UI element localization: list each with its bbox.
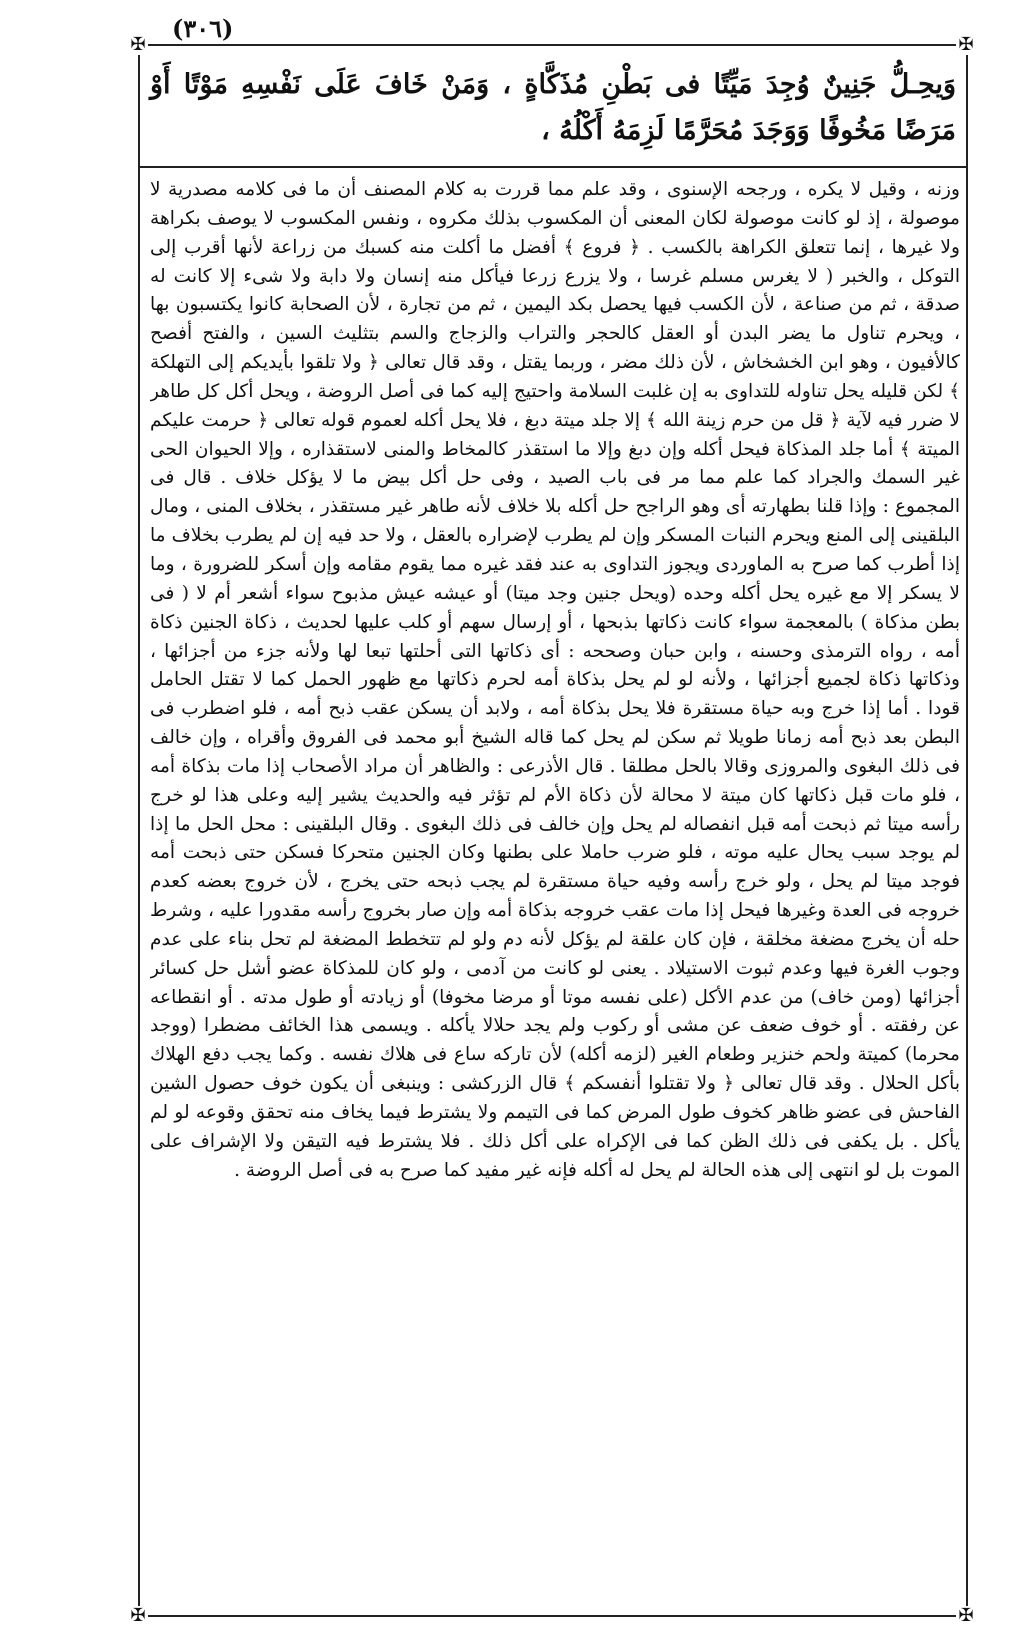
corner-ornament-icon: ✠ — [128, 35, 148, 55]
section-divider — [138, 166, 968, 168]
corner-ornament-icon: ✠ — [956, 1606, 976, 1626]
page-number: (٣٠٦) — [172, 14, 234, 43]
matn-text: وَيحِـلُّ جَنِينٌ وُجِدَ مَيِّتًا فى بَطْنِ مُذَكَّاةٍ ، وَمَنْ خَافَ عَلَى نَفْسِهِ مَوْتًا أَوْ مَرَضًا مَخُوفًا وَوَجَدَ مُحَرَّمًا لَزِمَهُ أَكْلُهُ ، — [150, 69, 956, 146]
commentary-body — [150, 176, 960, 1606]
frame-left-border — [138, 44, 140, 1619]
frame-bottom-border — [138, 1615, 968, 1617]
frame-top-border — [130, 44, 973, 46]
frame-right-border — [966, 44, 968, 1619]
corner-ornament-icon: ✠ — [128, 1606, 148, 1626]
commentary-paragraph: وزنه ، وقيل لا يكره ، ورجحه الإسنوى ، وقد علم مما قررت به كلام المصنف أن ما فى كلامه مصدرية لا موصولة ، إذ لو كانت موصولة لكان المعنى أن المكسوب بذلك مكروه ، ونفس المكسوب لا يوصف بكراهة ولا غيرها ، إنما تتعلق الكراهة بالكسب . ﴿ فروع ﴾ أفضل ما أكلت منه كسبك من زراعة لأنها أقرب إلى التوكل ، والخبر ( لا يغرس مسلم غرسا ، ولا يزرع زرعا فيأكل منه إنسان ولا دابة ولا شىء إلا كانت له صدقة ، ثم من صناعة ، لأن الكسب فيها يحصل بكد اليمين ، ثم من تجارة ، لأن الصحابة كانوا يكتسبون بها ، ويحرم تناول ما يضر البدن أو العقل كالحجر والتراب والزجاج والسم بتثليث السين ، والفتح أفصح كالأفيون ، وهو ابن الخشخاش ، لأن ذلك مضر ، وربما يقتل ، وقد قال تعالى ﴿ ولا تلقوا بأيديكم إلى التهلكة ﴾ لكن قليله يحل تناوله للتداوى به إن غلبت السلامة واحتيج إليه كما فى أصل الروضة ، ويحل أكل كل طاهر لا ضرر فيه لآية ﴿ قل من حرم زينة الله ﴾ إلا جلد ميتة دبغ ، فلا يحل أكله لعموم قوله تعالى ﴿ حرمت عليكم الميتة ﴾ أما جلد المذكاة فيحل أكله وإن دبغ وإلا ما استقذر كالمخاط والمنى لاستقذاره ، وإلا الحيوان الحى غير السمك والجراد كما علم مما مر فى باب الصيد ، وفى حل أكل بيض ما لا يؤكل خلاف . قال فى المجموع : وإذا قلنا بطهارته أى وهو الراجح حل أكله بلا خلاف لأنه طاهر غير مستقذر ، بخلاف المنى ، ومال البلقينى إلى المنع ويحرم النبات المسكر وإن لم يطرب لإضراره بالعقل ، ولا حد فيه إن لم يطرب بخلاف ما إذا أطرب كما صرح به الماوردى ويجوز التداوى به عند فقد غيره مما يقوم مقامه وإن أسكر للضرورة ، وما لا يسكر إلا مع غيره يحل أكله وحده (ويحل جنين وجد ميتا) أو عيشه عيش مذبوح سواء أشعر أم لا ( فى بطن مذكاة ) بالمعجمة سواء كانت ذكاتها بذبحها ، أو إرسال سهم أو كلب عليها لحديث ، ذكاة الجنين ذكاة أمه ، رواه الترمذى وحسنه ، وابن حبان وصححه : أى ذكاتها التى أحلتها تبعا لها ولأنه جزء من أجزائها ، وذكاتها ذكاة لجميع أجزائها ، ولأنه لو لم يحل بذكاة أمه لحرم ذكاتها مع ظهور الحمل كما لا تقتل الحامل قودا . أما إذا خرج وبه حياة مستقرة فلا يحل بذكاة أمه ، ولابد أن يسكن عقب ذبح أمه ، فلو اضطرب فى البطن بعد ذبح أمه زمانا طويلا ثم سكن لم يحل كما قاله الشيخ أبو محمد فى الفروق وأقراه ، وإن خالف فى ذلك البغوى والمروزى وقالا بالحل مطلقا . قال الأذرعى : والظاهر أن مراد الأصحاب إذا مات بذكاة أمه ، فلو مات قبل ذكاتها كان ميتة لا محالة لأن ذكاة الأم لم تؤثر فيه والحديث يشير إليه وعلى هذا لو خرج رأسه ميتا ثم ذبحت أمه قبل انفصاله لم يحل وإن خالف فى ذلك البغوى . وقال البلقينى : محل الحل ما إذا لم يوجد سبب يحال عليه موته ، فلو ضرب حاملا على بطنها وكان الجنين متحركا فسكن حتى ذبحت أمه فوجد ميتا لم يحل ، ولو خرج رأسه وفيه حياة مستقرة لم يجب ذبحه حتى يخرج ، لأن خروج بعضه كعدم خروجه فى العدة وغيرها فيحل إذا مات عقب خروجه بذكاة أمه وإن صار بخروج رأسه مقدورا عليه ، وشرط حله أن يخرج مضغة مخلقة ، فإن كان علقة لم يؤكل لأنه دم ولو لم تتخطط المضغة لم تحل بناء على عدم وجوب الغرة فيها وعدم ثبوت الاستيلاد . يعنى لو كانت من آدمى ، ولو كان للمذكاة عضو أشل حل كسائر أجزائها (ومن خاف) من عدم الأكل (على نفسه موتا أو مرضا مخوفا) أو زيادته أو طول مدته . أو انقطاعه عن رفقته . أو خوف ضعف عن مشى أو ركوب ولم يجد حلالا يأكله . ويسمى هذا الخائف مضطرا (ووجد محرما) كميتة ولحم خنزير وطعام الغير (لزمه أكله) لأن تاركه ساع فى هلاك نفسه . وكما يجب دفع الهلاك بأكل الحلال . وقد قال تعالى ﴿ ولا تقتلوا أنفسكم ﴾ قال الزركشى : وينبغى أن يكون خوف حصول الشين الفاحش فى عضو ظاهر كخوف طول المرض كما فى التيمم ولا يشترط فيما يخاف منه تحقق وقوعه لو لم يأكل . بل يكفى فى ذلك الظن كما فى الإكراه على أكل ذلك . فلا يشترط فيه التيقن ولا الإشراف على الموت بل لو انتهى إلى هذه الحالة لم يحل له أكله فإنه غير مفيد كما صرح به فى أصل الروضة . — [150, 179, 960, 1181]
corner-ornament-icon: ✠ — [956, 35, 976, 55]
